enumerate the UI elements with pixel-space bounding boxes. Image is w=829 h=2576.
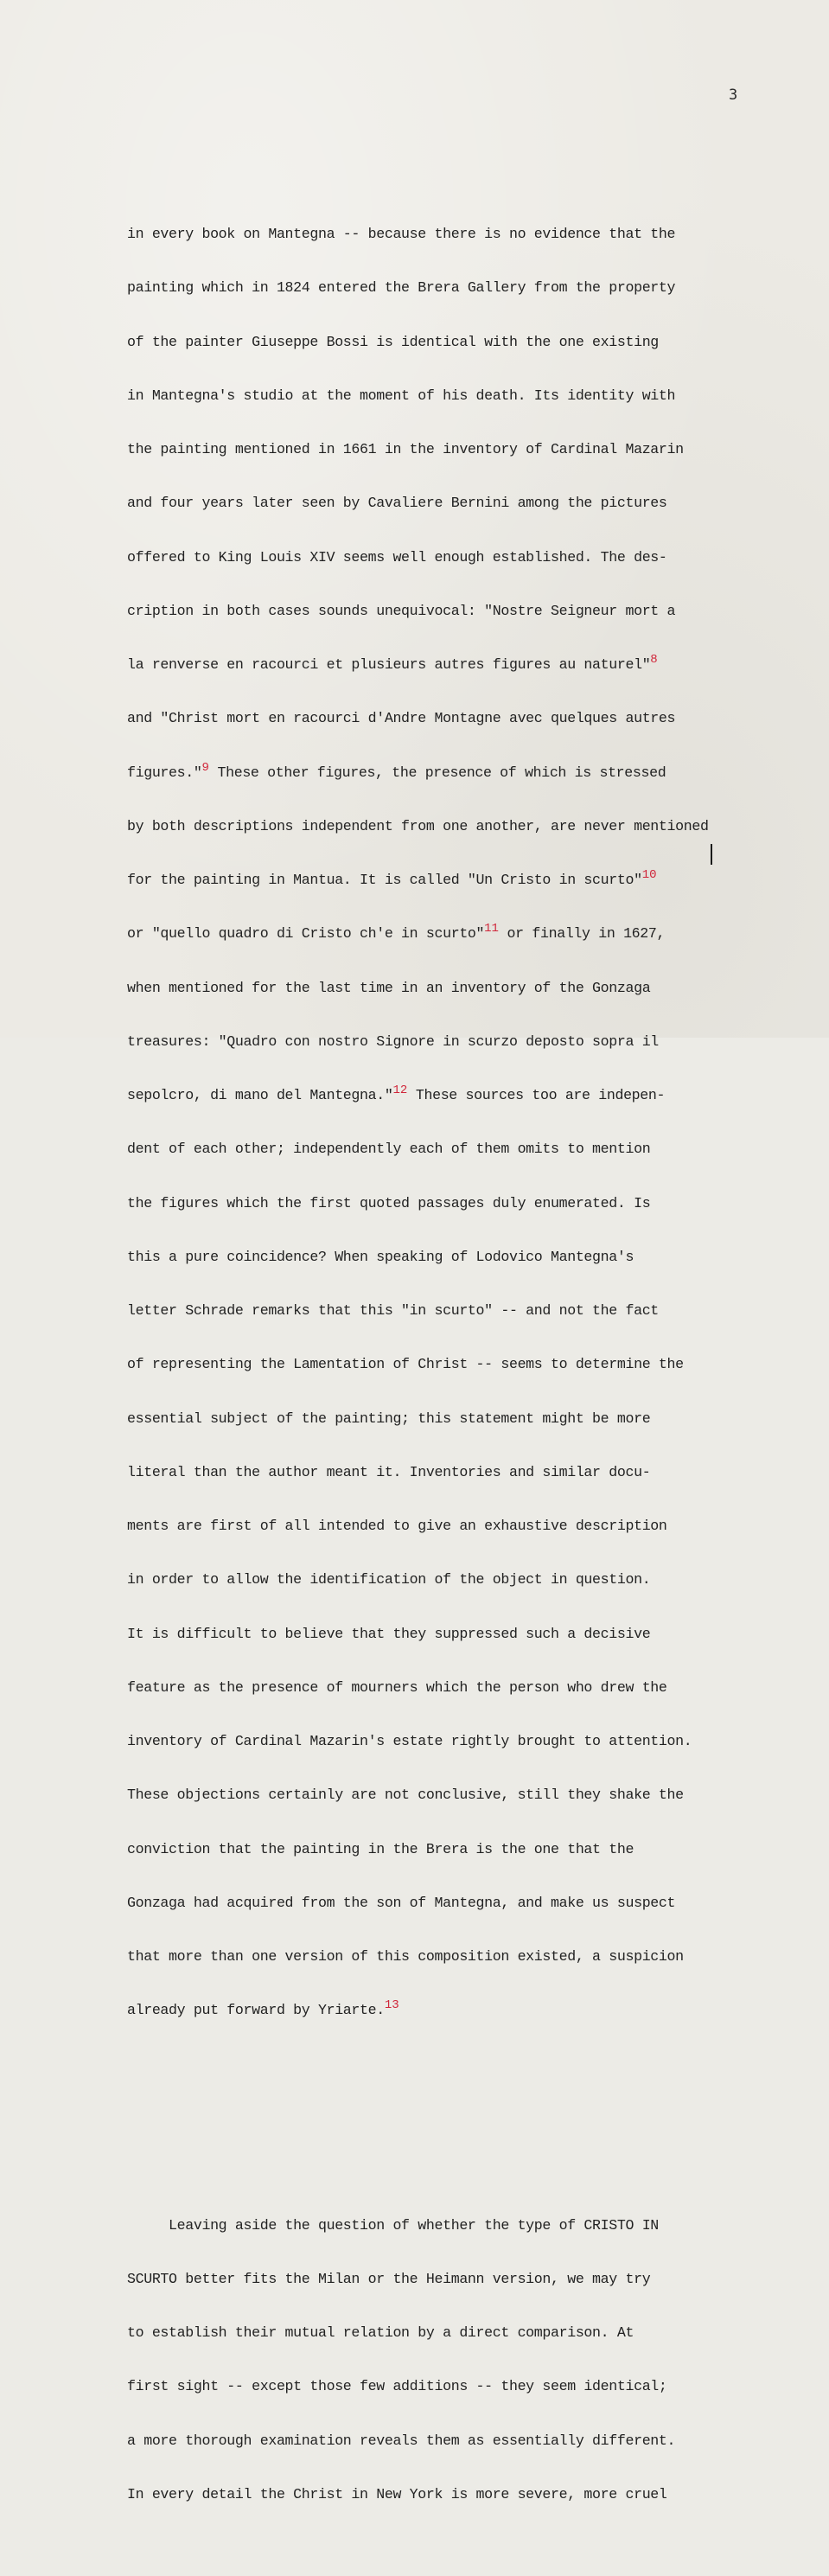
text-line: of representing the Lamentation of Christ -- seems to determine the	[127, 1356, 684, 1373]
text-line: literal than the author meant it. Inventories and similar docu-	[127, 1463, 651, 1480]
text-line: conviction that the painting in the Brera is the one that the	[127, 1840, 635, 1857]
paragraph-1	[127, 190, 749, 2056]
text-line: that more than one version of this composition existed, a suspicion	[127, 1948, 684, 1965]
footnote-marker: 8	[650, 653, 658, 667]
text-line: treasures: "Quadro con nostro Signore in scurzo deposto sopra il	[127, 1032, 659, 1050]
text-line: in order to allow the identification of the object in question.	[127, 1571, 651, 1588]
text-line: to establish their mutual relation by a direct comparison. At	[127, 2324, 635, 2341]
text-line: ments are first of all intended to give an exhaustive description	[127, 1518, 667, 1534]
text-line: or "quello quadro di Cristo ch'e in scurto"$^{11}$ or finally in 1627,	[127, 922, 666, 943]
text-line: letter Schrade remarks that this "in scurto" -- and not the fact	[127, 1302, 659, 1319]
body-text	[127, 154, 749, 2576]
paragraph-2	[127, 2181, 749, 2540]
text-line: These objections certainly are not conclusive, still they shake the	[127, 1787, 684, 1804]
text-line: In every detail the Christ in New York is more severe, more cruel	[127, 2485, 667, 2502]
margin-mark	[711, 844, 712, 865]
text-line: by both descriptions independent from one another, are never mentioned	[127, 817, 709, 834]
footnote-marker: 13	[384, 1998, 399, 2013]
text-line: painting which in 1824 entered the Brera Gallery from the property	[127, 279, 676, 297]
text-line: SCURTO better fits the Milan or the Heimann version, we may try	[127, 2270, 651, 2287]
text-line: for the painting in Mantua. It is called "Un Cristo in scurto"$^{10}$	[127, 868, 657, 888]
text-line: offered to King Louis XIV seems well enough established. The des-	[127, 548, 667, 566]
text-line: already put forward by Yriarte.$^{13}$	[127, 1998, 399, 2019]
text-line: the painting mentioned in 1661 in the inventory of Cardinal Mazarin	[127, 441, 684, 457]
text-line: when mentioned for the last time in an inventory of the Gonzaga	[127, 979, 651, 996]
footnote-marker: 10	[641, 868, 657, 882]
text-line: first sight -- except those few additions -- they seem identical;	[127, 2378, 667, 2395]
page-number: 3	[729, 86, 738, 104]
footnote-marker: 12	[392, 1083, 408, 1097]
text-line: a more thorough examination reveals them as essentially different.	[127, 2432, 676, 2449]
paragraph-gap	[127, 2110, 749, 2127]
footnote-marker: 9	[201, 760, 209, 775]
text-line: of the painter Giuseppe Bossi is identical with the one existing	[127, 333, 659, 350]
text-line: in Mantegna's studio at the moment of his death. Its identity with	[127, 387, 676, 404]
text-line: inventory of Cardinal Mazarin's estate rightly brought to attention.	[127, 1733, 692, 1749]
text-line: feature as the presence of mourners which the person who drew the	[127, 1678, 667, 1696]
text-line: sepolcro, di mano del Mantegna."$^{12}$ These sources too are indepen-	[127, 1083, 666, 1103]
text-line: la renverse en racourci et plusieurs autres figures au naturel"$^8$	[127, 653, 658, 673]
text-line: this a pure coincidence? When speaking of Lodovico Mantegna's	[127, 1248, 635, 1265]
text-line: dent of each other; independently each of them omits to mention	[127, 1141, 651, 1158]
text-line: It is difficult to believe that they suppressed such a decisive	[127, 1625, 651, 1642]
footnote-marker: 11	[484, 922, 499, 936]
text-line: cription in both cases sounds unequivocal: "Nostre Seigneur mort a	[127, 602, 676, 619]
text-line: Gonzaga had acquired from the son of Mantegna, and make us suspect	[127, 1894, 676, 1911]
text-line: and "Christ mort en racourci d'Andre Montagne avec quelques autres	[127, 710, 676, 727]
text-line: in every book on Mantegna -- because there is no evidence that the	[127, 226, 676, 242]
text-line: Leaving aside the question of whether the type of CRISTO IN	[127, 2216, 659, 2234]
text-line: figures."$^9$ These other figures, the presence of which is stressed	[127, 760, 666, 781]
text-line: and four years later seen by Cavaliere Bernini among the pictures	[127, 495, 667, 512]
text-line: the figures which the first quoted passages duly enumerated. Is	[127, 1194, 651, 1211]
text-line: essential subject of the painting; this statement might be more	[127, 1409, 651, 1427]
